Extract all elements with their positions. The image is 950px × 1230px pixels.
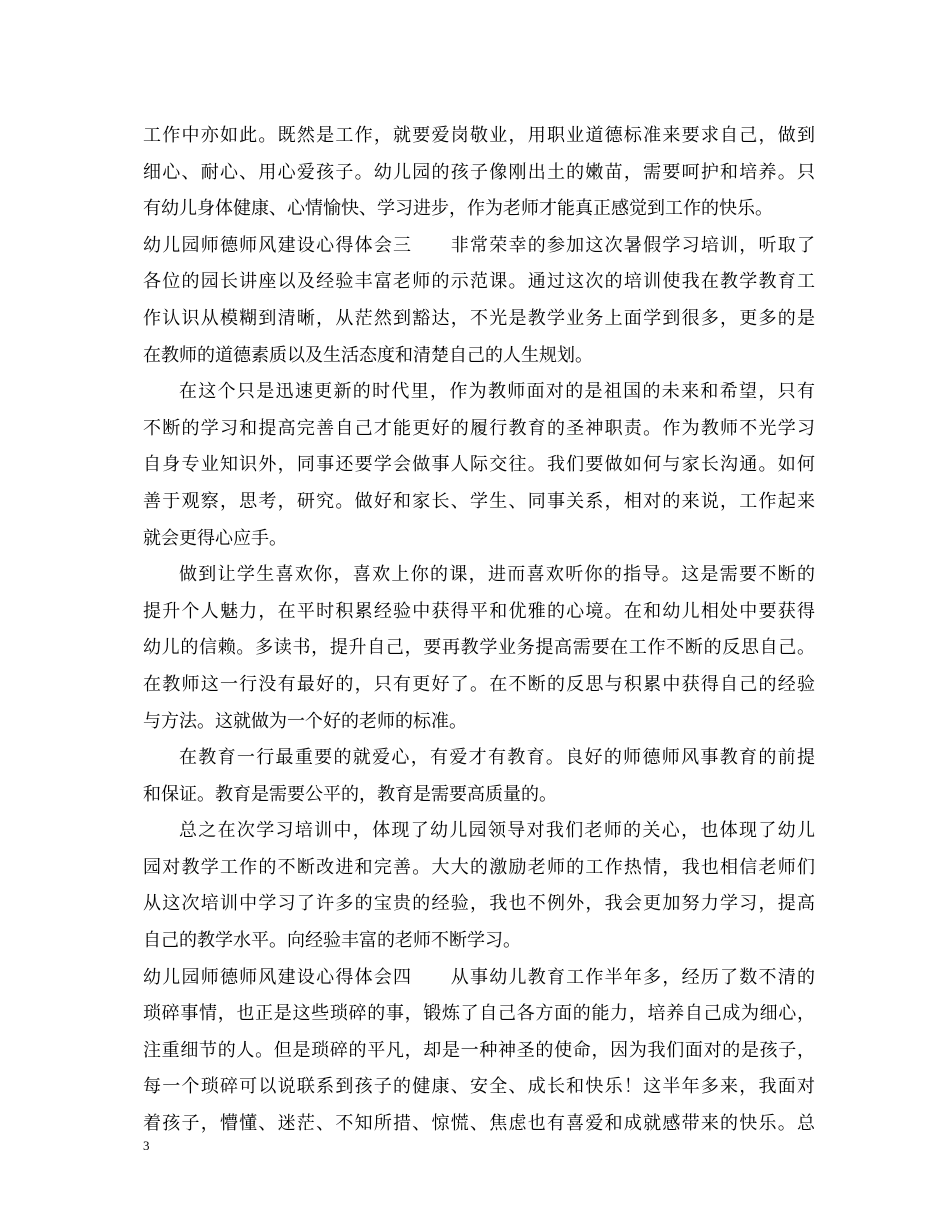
text-line: 提升个人魅力，在平时积累经验中获得平和优雅的心境。在和幼儿相处中要获得	[143, 600, 815, 622]
text-line: 园对教学工作的不断改进和完善。大大的激励老师的工作热情，我也相信老师们	[143, 856, 815, 878]
text-line: 不断的学习和提高完善自己才能更好的履行教育的圣神职责。作为教师不光学习	[143, 417, 815, 439]
text-line: 幼儿的信赖。多读书，提升自己，要再教学业务提高需要在工作不断的反思自己。	[143, 637, 815, 659]
text-line: 幼儿园师德师风建设心得体会三 非常荣幸的参加这次暑假学习培训，听取了	[143, 234, 815, 256]
text-line: 琐碎事情，也正是这些琐碎的事，锻炼了自己各方面的能力，培养自己成为细心，	[143, 1003, 815, 1025]
text-line: 总之在次学习培训中，体现了幼儿园领导对我们老师的关心，也体现了幼儿	[179, 820, 815, 842]
text-line: 做到让学生喜欢你，喜欢上你的课，进而喜欢听你的指导。这是需要不断的	[179, 564, 815, 586]
text-line: 每一个琐碎可以说联系到孩子的健康、安全、成长和快乐！这半年多来，我面对	[143, 1076, 815, 1098]
page-number: 3	[143, 1138, 150, 1153]
text-line: 与方法。这就做为一个好的老师的标准。	[143, 710, 467, 732]
text-line: 自己的教学水平。向经验丰富的老师不断学习。	[143, 930, 521, 952]
text-line: 注重细节的人。但是琐碎的平凡，却是一种神圣的使命，因为我们面对的是孩子，	[143, 1039, 815, 1061]
text-line: 在教育一行最重要的就爱心，有爱才有教育。良好的师德师风事教育的前提	[179, 747, 815, 769]
text-line: 细心、耐心、用心爱孩子。幼儿园的孩子像刚出土的嫩苗，需要呵护和培养。只	[143, 161, 815, 183]
text-line: 在教师的道德素质以及生活态度和清楚自己的人生规划。	[143, 344, 593, 366]
text-line: 善于观察，思考，研究。做好和家长、学生、同事关系，相对的来说，工作起来	[143, 490, 815, 512]
text-line: 各位的园长讲座以及经验丰富老师的示范课。通过这次的培训使我在教学教育工	[143, 271, 815, 293]
text-line: 着孩子，懵懂、迷茫、不知所措、惊慌、焦虑也有喜爱和成就感带来的快乐。总	[143, 1113, 815, 1135]
text-line: 从这次培训中学习了许多的宝贵的经验，我也不例外，我会更加努力学习，提高	[143, 893, 815, 915]
text-line: 就会更得心应手。	[143, 527, 287, 549]
text-line: 有幼儿身体健康、心情愉快、学习进步，作为老师才能真正感觉到工作的快乐。	[143, 198, 773, 220]
body-text	[143, 118, 815, 1143]
text-line: 幼儿园师德师风建设心得体会四 从事幼儿教育工作半年多，经历了数不清的	[143, 966, 815, 988]
text-line: 工作中亦如此。既然是工作，就要爱岗敬业，用职业道德标准来要求自己，做到	[143, 125, 815, 146]
text-line: 和保证。教育是需要公平的，教育是需要高质量的。	[143, 783, 557, 805]
text-line: 在教师这一行没有最好的，只有更好了。在不断的反思与积累中获得自己的经验	[143, 673, 815, 695]
text-line: 在这个只是迅速更新的时代里，作为教师面对的是祖国的未来和希望，只有	[179, 381, 815, 403]
text-line: 自身专业知识外，同事还要学会做事人际交往。我们要做如何与家长沟通。如何	[143, 454, 815, 476]
text-line: 作认识从模糊到清晰，从茫然到豁达，不光是教学业务上面学到很多，更多的是	[143, 307, 815, 329]
